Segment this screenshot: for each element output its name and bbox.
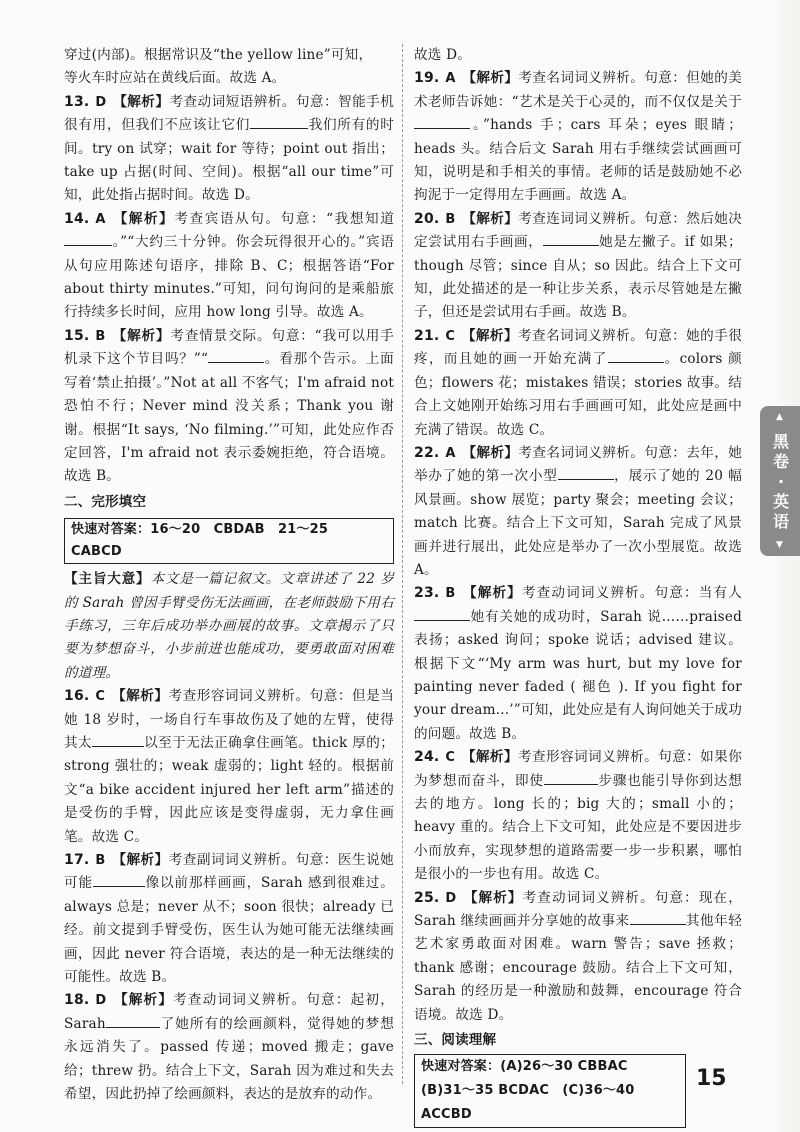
section-heading-cloze: 二、完形填空 bbox=[64, 493, 147, 510]
right-column bbox=[414, 44, 742, 1130]
triangle-down-icon: ▼ bbox=[776, 540, 783, 550]
subject-side-tab bbox=[760, 406, 800, 556]
blank bbox=[543, 231, 599, 246]
quick-answer-line-a: 快速对答案：(A)26～30 CBBAC bbox=[421, 1059, 628, 1075]
summary-paragraph: 【主旨大意】本文是一篇记叙文。文章讲述了 22 岁的 Sarah 曾因手臂受伤无法画画，在老师鼓励下用右手练习，三年后成功举办画展的故事。文章揭示了只要为梦想奋斗，小步前进也能成功，要勇敢面对困难的道理。 bbox=[64, 571, 394, 681]
answer-20: 20. B 【解析】考查连词词义辨析。句意：然后她决定尝试用右手画画， 她是左撇子。if 如果；though 尽管；since 自从；so 因此。结合上下文可知，此处描述的是一种让步关系，表示尽管她是左撇子，但还是尝试用右手画。故选 B。 bbox=[414, 210, 742, 321]
page-edge-shade bbox=[770, 0, 800, 1132]
answer-17: 17. B 【解析】考查副词词义辨析。句意：医生说她可能 像以前那样画画，Sarah 感到很难过。always 总是；never 从不；soon 很快；already 已经。前文提到手臂受伤，医生认为她可能无法继续画画，因此 never 符合语境，表达的是一种无法继续的可能性。故选 B。 bbox=[64, 852, 394, 986]
answer-24: 24. C 【解析】考查形容词词义辨析。句意：如果你为梦想而奋斗，即使 步骤也能引导你到达想去的地方。long 长的；big 大的；small 小的；heavy 重的。结合上下文可知，此处应是不要因进步小而放弃，实现梦想的道路需要一步一步积累，哪怕是很小的一步也有用。故选 C。 bbox=[414, 749, 743, 883]
blank bbox=[558, 465, 614, 480]
triangle-up-icon: ▲ bbox=[776, 412, 783, 422]
quick-answer-box-cloze: 快速对答案：16～20 CBDAB 21～25 CABCD bbox=[64, 518, 394, 564]
blank bbox=[93, 872, 145, 887]
page-number: 15 bbox=[696, 1066, 727, 1091]
column-divider bbox=[402, 44, 403, 1084]
quick-answer-box-reading bbox=[414, 1054, 686, 1128]
blank bbox=[208, 348, 264, 363]
blank bbox=[92, 732, 144, 747]
blank bbox=[106, 1013, 160, 1028]
answer-22: 22. A 【解析】考查名词词义辨析。句意：去年，她举办了她的第一次小型 ，展示了她的 20 幅风景画。show 展览；party 聚会；meeting 会议；match 比赛。结合上下文可知，Sarah 完成了风景画并进行展出，此处应是举办了一次小型展览。故选 A。 bbox=[414, 444, 743, 578]
blank bbox=[64, 231, 112, 246]
answer-23: 23. B 【解析】考查动词词义辨析。句意：当有人她有关她的成功时，Sarah 说……praised 表扬；asked 询问；spoke 说话；advised 建议。根据下文“‘My arm was hurt, but my love for painting never faded ( 褪色 ). If you fight for your dream...’”可知，此处应是有人询问她关于成功的问题。故选 B。 bbox=[414, 585, 742, 742]
answer-14: 14. A 【解析】考查宾语从句。句意：“我想知道。”“大约三十分钟。你会玩得很开心的。”宾语从句应用陈述句语序，排除 B、C；根据答语“For about thirty minutes.”可知，问句询问的是乘船旅行持续多长时间，应用 how long 引导。故选 A。 bbox=[64, 210, 395, 321]
blank bbox=[544, 770, 598, 785]
answer-21: 21. C 【解析】考查名词词义辨析。句意：她的手很疼，而且她的画一开始充满了 。colors 颜色；flowers 花；mistakes 错误；stories 故事。结合上文她刚开始练习用右手画画可知，此处应是画中充满了错误。故选 C。 bbox=[414, 327, 742, 438]
answer-13: 13. D 【解析】考查动词短语辨析。句意：智能手机很有用，但我们不应该让它们 我们所有的时间。try on 试穿；wait for 等待；point out 指出；take up 占据(时间、空间)。根据“all our time”可知，此处指占据时间。故选 D。 bbox=[64, 93, 394, 204]
intro-line-1: 穿过(内部)。根据常识及“the yellow line”可知， bbox=[64, 47, 373, 63]
blank bbox=[608, 348, 664, 363]
answer-16: 16. C 【解析】考查形容词词义辨析。句意：但是当她 18 岁时，一场自行车事故伤及了她的左臂，使得其太 以至于无法正确拿住画笔。thick 厚的；strong 强壮的；weak 虚弱的；light 轻的。根据前文“a bike accident injured her left arm”描述的是受伤的手臂，因此应该是变得虚弱，无力拿住画笔。故选 C。 bbox=[64, 688, 394, 845]
quick-answer-line-bc: (B)31～35 BCDAC (C)36～40 ACCBD bbox=[421, 1083, 635, 1123]
blank bbox=[250, 114, 308, 129]
subject-label: 黑卷·英语 bbox=[772, 432, 789, 531]
left-column bbox=[64, 44, 394, 1106]
answer-25: 25. D 【解析】考查动词词义辨析。句意：现在，Sarah 继续画画并分享她的故事来 其他年轻艺术家勇敢面对困难。warn 警告；save 拯救；thank 感谢；encourage 鼓励。结合上下文可知，Sarah 的经历是一种激励和鼓舞，encourage 符合语境。故选 D。 bbox=[414, 889, 742, 1023]
answer-19: 19. A 【解析】考查名词词义辨析。句意：但她的美术老师告诉她：“艺术是关于心灵的，而不仅仅是关于。”hands 手；cars 耳朵；eyes 眼睛；heads 头。结合后文 Sarah 用右手继续尝试画画可知，说明是和手相关的事情。老师的话是鼓励她不必拘泥于一定得用左手画画。故选 A。 bbox=[414, 70, 742, 204]
answer-15: 15. B 【解析】考查情景交际。句意：“我可以用手机录下这个节目吗？”“ 。看那个告示。上面写着‘禁止拍摄’。”Not at all 不客气；I'm afraid not 恐怕不行；Never mind 没关系；Thank you 谢谢。根据“It says, ‘No filming.’”可知，此处应作否定回答，I'm afraid not 表示委婉拒绝，符合语境。故选 B。 bbox=[64, 327, 394, 485]
answer-18: 18. D 【解析】考查动词词义辨析。句意：起初，Sarah 了她所有的绘画颜料，觉得她的梦想永远消失了。passed 传递；moved 搬走；gave 给；threw 扔。结合上下文，Sarah 因为难过和失去希望，因此扔掉了绘画颜料，表达的是放弃的动作。 bbox=[64, 992, 394, 1103]
blank bbox=[414, 114, 470, 129]
section-heading-reading: 三、阅读理解 bbox=[414, 1032, 497, 1049]
intro-line-2: 等火车时应站在黄线后面。故选 A。 bbox=[64, 70, 286, 87]
blank bbox=[414, 606, 470, 621]
blank bbox=[630, 910, 686, 925]
intro-line: 故选 D。 bbox=[414, 47, 472, 63]
